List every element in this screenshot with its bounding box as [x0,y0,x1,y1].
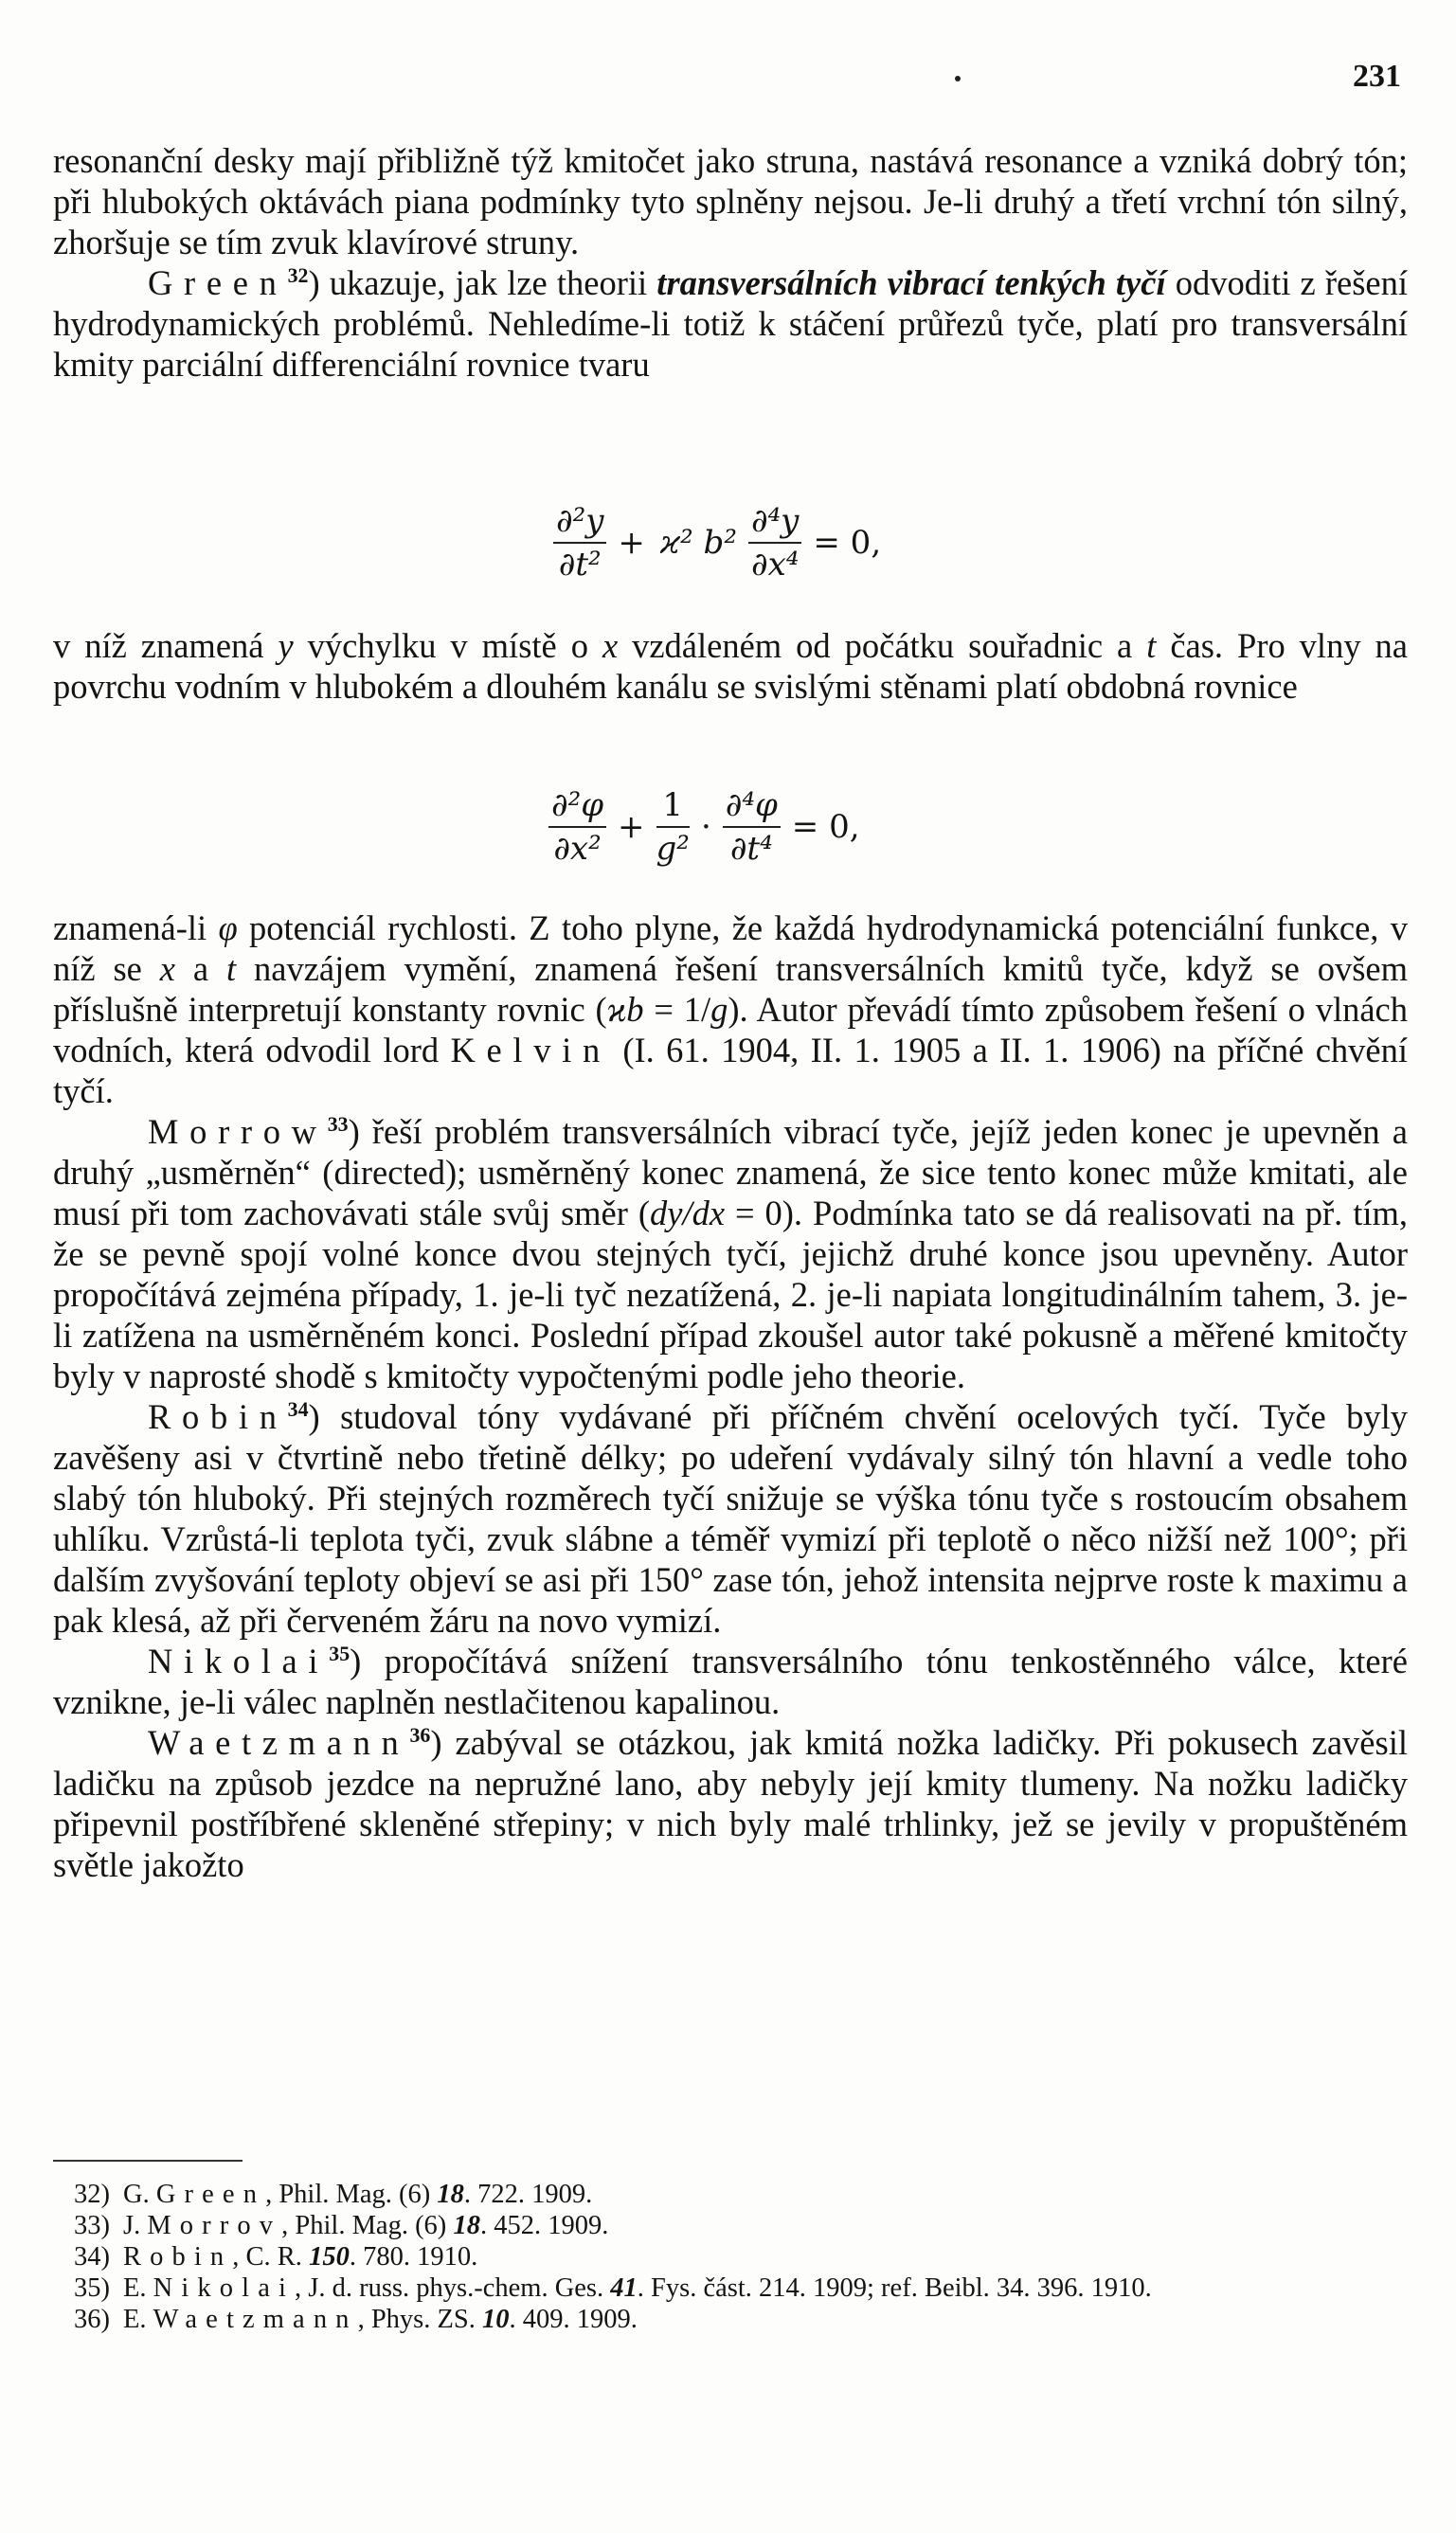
footnote-34: 34) Robin, C. R. 150. 780. 1910. [74,2242,478,2272]
author-name: Waetzmann [148,1723,410,1762]
footnote-35: 35) E. Nikolai, J. d. russ. phys.-chem. Ges. 41. Fys. část. 214. 1909; ref. Beibl. 34. 396. 1910. [74,2273,1152,2303]
paragraph-morrow: Morrow$^{33}$) řeší problém transversálních vibrací tyče, jejíž jeden konec je upevněn a druhý „usměrněn“ (directed); usměrněný konec znamená, že sice tento konec může kmitati, ale musí při tom zachovávati stále svůj směr (dy/dx = 0). Podmínka tato se dá realisovati na př. tím, že se pevně spojí volné konce dvou stejných tyčí, jejichž druhé konce jsou upevněny. Autor propočítává zejména případy, 1. je-li tyč nezatížená, 2. je-li napiata longitudinálním tahem, 3. je-li zatížena na usměrněném konci. Poslední případ zkoušel autor také pokusně a měřené kmitočty byly v naprosté shodě s kmitočty vypočtenými podle jeho theorie. [53,1111,1408,1395]
text-block-bottom [53,907,1408,1885]
footnote-divider [53,2160,243,2162]
equation-transverse-beam: $\frac{\text{∂²y}}{\text{∂t²}}$ + ϰ² b² $\frac{\text{∂⁴y}}{\text{∂x⁴}}$ = 0, [549,502,889,584]
author-name: Robin [148,1397,288,1436]
footnote-ref: 33 [327,1111,349,1136]
paragraph-robin: Robin$^{34}$) studoval tóny vydávané při příčném chvění ocelových tyčí. Tyče byly zavěšeny asi v čtvrtině nebo třetině délky; po udeření vydávaly silný tón hlavní a vedle toho slabý tón hluboký. Při stejných rozměrech tyčí snižuje se výška tónu tyče s rostoucím obsahem uhlíku. Vzrůstá-li teplota tyči, zvuk slábne a téměř vymizí při teplotě o něco nižší než 100°; při dalším zvyšování teploty objeví se asi při 150° zase tón, jehož intensita nejprve roste k maximu a pak klesá, až při červeném žáru na novo vymizí. [53,1396,1408,1640]
author-name: Kelvin [450,1031,611,1069]
author-name: Green [148,263,288,302]
text-block-middle [53,625,1408,707]
footnote-36: 36) E. Waetzmann, Phys. ZS. 10. 409. 1909. [74,2305,638,2334]
text-block-top [53,140,1408,385]
footnote-ref: 35 [329,1641,351,1665]
paragraph-resonance: resonanční desky mají přibližně týž kmitočet jako struna, nastává resonance a vzniká dobrý tón; při hlubokých oktávách piana podmínky tyto splněny nejsou. Je-li druhý a třetí vrchní tón silný, zhoršuje se tím zvuk klavírové struny. [53,141,1408,261]
author-name: Morrow [148,1112,328,1151]
footnote-33: 33) J. Morrov, Phil. Mag. (6) 18. 452. 1909. [74,2211,609,2240]
footnote-ref: 34 [287,1396,309,1421]
emphasis: transversálních vibrací tenkých tyčí [656,263,1166,302]
paragraph-nikolai: Nikolai$^{35}$) propočítává snížení transversálního tónu tenkostěnného válce, které vznikne, je-li válec naplněn nestlačitenou kapalinou. [53,1641,1408,1721]
footnote-ref: 36 [409,1722,431,1747]
paragraph-potential: znamená-li φ potenciál rychlosti. Z toho plyne, že každá hydrodynamická potenciální funkce, v níž se x a t navzájem vymění, znamená řešení transversálních kmitů tyče, když se ovšem příslušně interpretují konstanty rovnic (ϰb = 1/g). Autor převádí tímto způsobem řešení o vlnách vodních, která odvodil lord Kelvin (I. 61. 1904, II. 1. 1905 a II. 1. 1906) na příčné chvění tyčí. [53,908,1408,1110]
equation-water-waves: $\frac{\text{∂²φ}}{\text{∂x²}}$ + $\frac{1}{\text{g²}}$ · $\frac{\text{∂⁴φ}}{\text{∂t⁴}}$ = 0, [545,786,868,868]
paragraph-green: Green$^{32}$) ukazuje, jak lze theorii transversálních vibrací tenkých tyčí odvoditi z řešení hydrodynamických problémů. Nehledíme-li totiž k stáčení průřezů tyče, platí pro transversální kmity parciální differenciální rovnice tvaru [53,262,1409,384]
print-speck [955,76,961,81]
page-number: 231 [1353,59,1401,94]
paragraph-waetzmann: Waetzmann$^{36}$) zabýval se otázkou, jak kmitá nožka ladičky. Při pokusech zavěsil ladičku na způsob jezdce na nepružné lano, aby nebyly její kmity tlumeny. Na nožku ladičky připevnil postříbřené skleněné střepiny; v nich byly malé trhlinky, jež se jevily v propuštěném světle jakožto [53,1722,1408,1884]
footnote-ref: 32 [287,262,309,287]
paragraph-definition: v níž znamená y výchylku v místě o x vzdáleném od počátku souřadnic a t čas. Pro vlny na povrchu vodním v hlubokém a dlouhém kanálu se svislými stěnami platí obdobná rovnice [53,626,1408,706]
author-name: Nikolai [148,1642,330,1680]
footnotes [53,2179,1408,2335]
footnote-32: 32) G. Green, Phil. Mag. (6) 18. 722. 1909. [74,2180,593,2209]
